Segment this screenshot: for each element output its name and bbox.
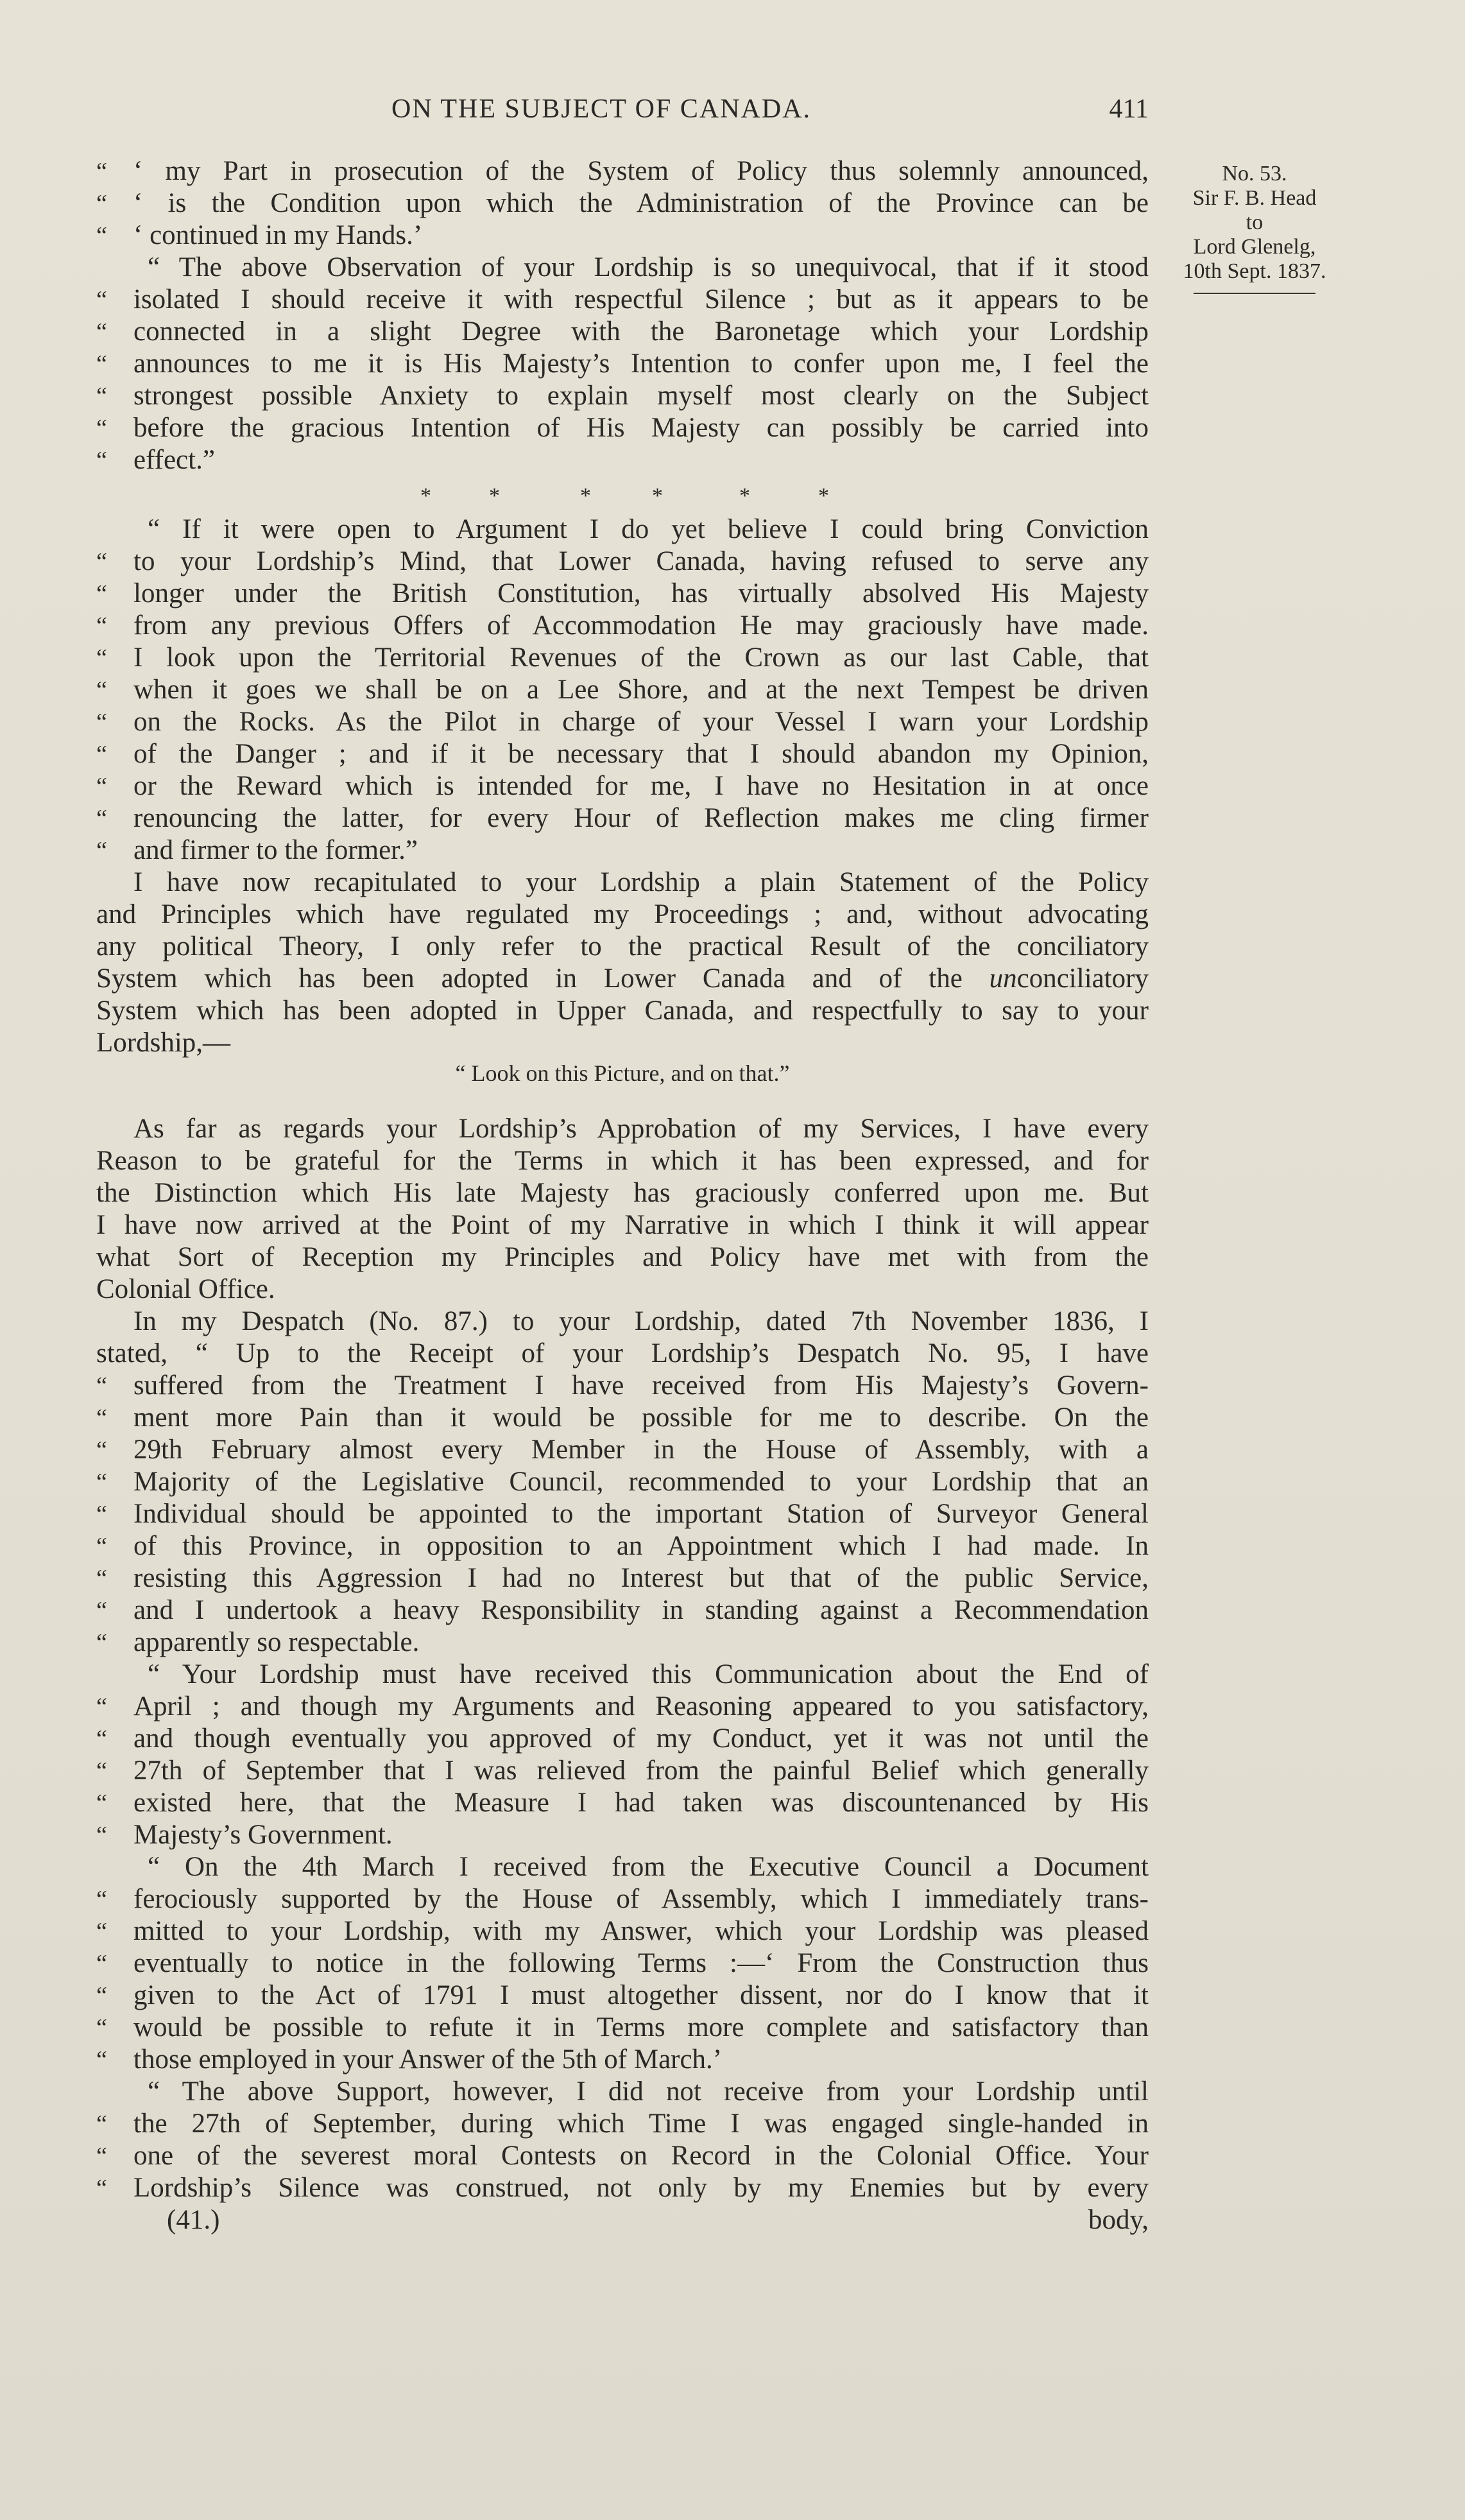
paragraph-quoted-policy — [96, 155, 1149, 252]
margin-note-rule — [1194, 293, 1315, 294]
margin-note-recipient: Lord Glenelg, — [1193, 235, 1316, 259]
running-title: ON THE SUBJECT OF CANADA. — [391, 94, 812, 124]
star-glyph: * — [489, 484, 500, 508]
text-line: “ renouncing the latter, for every Hour of Reflection makes me cling firmer — [96, 803, 1149, 833]
text-line: System which has been adopted in Upper Canada, and respectfully to say to your — [96, 996, 1149, 1026]
text-line: “ given to the Act of 1791 I must altogether dissent, nor do I know that it — [96, 1980, 1149, 2010]
paragraph-executive-council — [96, 1851, 1149, 2076]
text-line: “ the 27th of September, during which Time I was engaged single-handed in — [96, 2109, 1149, 2139]
text-line: “ Your Lordship must have received this Communication about the End of — [148, 1659, 1149, 1689]
paragraph-support — [96, 2076, 1149, 2204]
page-number: 411 — [1109, 94, 1149, 124]
text-line: “ and though eventually you approved of my Conduct, yet it was not until the — [96, 1723, 1149, 1754]
text-line: “ announces to me it is His Majesty’s Intention to confer upon me, I feel the — [96, 349, 1149, 379]
text-line: System which has been adopted in Lower Canada and of the unconciliatory — [96, 963, 1149, 994]
text-line: “ or the Reward which is intended for me, I have no Hesitation in at once — [96, 771, 1149, 801]
text-line: In my Despatch (No. 87.) to your Lordship, dated 7th November 1836, I — [133, 1306, 1149, 1336]
text-line: I have now recapitulated to your Lordship a plain Statement of the Policy — [133, 867, 1149, 897]
text-line: “ connected in a slight Degree with the Baronetage which your Lordship — [96, 316, 1149, 347]
signature-mark: (41.) — [167, 2205, 220, 2235]
catchword: body, — [1088, 2205, 1149, 2235]
text-line: “ eventually to notice in the following Terms :—‘ From the Construction thus — [96, 1948, 1149, 1978]
paragraph-approbation — [96, 1113, 1149, 1306]
paragraph-communication — [96, 1659, 1149, 1851]
text-line: “ 27th of September that I was relieved from the painful Belief which generally — [96, 1756, 1149, 1786]
text-line: “ The above Observation of your Lordship is so unequivocal, that if it stood — [148, 252, 1149, 282]
text-line: “ On the 4th March I received from the Executive Council a Document — [148, 1852, 1149, 1882]
star-glyph: * — [739, 484, 750, 508]
text-line: “ apparently so respectable. — [96, 1627, 420, 1657]
text-line: “ those employed in your Answer of the 5th of March.’ — [96, 2044, 723, 2075]
text-line: “ suffered from the Treatment I have received from His Majesty’s Govern- — [96, 1370, 1149, 1401]
text-line: “ ‘ is the Condition upon which the Administration of the Province can be — [96, 188, 1149, 218]
text-line: “ when it goes we shall be on a Lee Shore, and at the next Tempest be driven — [96, 675, 1149, 705]
paragraph-recapitulation — [96, 867, 1149, 1059]
text-line: “ ‘ continued in my Hands.’ — [96, 220, 423, 250]
text-line: “ 29th February almost every Member in the House of Assembly, with a — [96, 1435, 1149, 1465]
margin-note-date: 10th Sept. 1837. — [1183, 259, 1326, 283]
margin-note — [1168, 162, 1341, 294]
text-line: “ effect.” — [96, 445, 215, 475]
margin-note-sender: Sir F. B. Head — [1192, 186, 1317, 210]
text-line: “ and I undertook a heavy Responsibility in standing against a Recommendation — [96, 1595, 1149, 1625]
text-line: stated, “ Up to the Receipt of your Lordship’s Despatch No. 95, I have — [96, 1338, 1149, 1368]
text-line: “ I look upon the Territorial Revenues of the Crown as our last Cable, that — [96, 643, 1149, 673]
running-header — [96, 94, 1149, 132]
text-line: Lordship,— — [96, 1028, 231, 1058]
text-line: “ The above Support, however, I did not receive from your Lordship until — [148, 2076, 1149, 2107]
body-text — [96, 155, 1149, 2236]
text-line: “ Majesty’s Government. — [96, 1820, 393, 1850]
text-line: any political Theory, I only refer to the practical Result of the conciliatory — [96, 931, 1149, 962]
text-line: “ ferociously supported by the House of Assembly, which I immediately trans- — [96, 1884, 1149, 1914]
star-glyph: * — [580, 484, 591, 508]
asterism — [96, 476, 1149, 513]
star-glyph: * — [420, 484, 431, 508]
text-line: “ longer under the British Constitution, has virtually absolved His Majesty — [96, 578, 1149, 608]
text-line: “ isolated I should receive it with respectful Silence ; but as it appears to be — [96, 284, 1149, 315]
text-line: “ If it were open to Argument I do yet believe I could bring Conviction — [148, 514, 1149, 544]
text-line: “ ‘ my Part in prosecution of the System of Policy thus solemnly announced, — [96, 156, 1149, 186]
text-line: Reason to be grateful for the Terms in which it has been expressed, and for — [96, 1146, 1149, 1176]
text-line: “ mitted to your Lordship, with my Answer, which your Lordship was pleased — [96, 1916, 1149, 1946]
margin-note-to: to — [1246, 211, 1264, 234]
text-line: “ one of the severest moral Contests on Record in the Colonial Office. Your — [96, 2141, 1149, 2171]
text-line: “ of the Danger ; and if it be necessary that I should abandon my Opinion, — [96, 739, 1149, 769]
star-glyph: * — [818, 484, 829, 508]
text-line: “ existed here, that the Measure I had taken was discountenanced by His — [96, 1788, 1149, 1818]
paragraph-lower-canada — [96, 513, 1149, 867]
block-quotation: “ Look on this Picture, and on that.” — [455, 1060, 790, 1086]
page-footer — [96, 2204, 1149, 2236]
text-line: what Sort of Reception my Principles and Policy have met with from the — [96, 1242, 1149, 1272]
text-line: “ on the Rocks. As the Pilot in charge of your Vessel I warn your Lordship — [96, 707, 1149, 737]
text-line: “ Individual should be appointed to the important Station of Surveyor General — [96, 1499, 1149, 1529]
star-glyph: * — [652, 484, 663, 508]
text-line: “ Majority of the Legislative Council, recommended to your Lordship that an — [96, 1467, 1149, 1497]
text-line: “ and firmer to the former.” — [96, 835, 418, 865]
text-line: “ would be possible to refute it in Terms more complete and satisfactory than — [96, 2012, 1149, 2042]
text-line: “ of this Province, in opposition to an Appointment which I had made. In — [96, 1531, 1149, 1561]
text-line: “ Lordship’s Silence was construed, not only by my Enemies but by every — [96, 2173, 1149, 2203]
text-line: “ before the gracious Intention of His Majesty can possibly be carried into — [96, 413, 1149, 443]
paragraph-baronetage — [96, 252, 1149, 476]
paragraph-despatch-87 — [96, 1306, 1149, 1659]
text-line: “ strongest possible Anxiety to explain myself most clearly on the Subject — [96, 381, 1149, 411]
text-line: “ from any previous Offers of Accommodation He may graciously have made. — [96, 610, 1149, 641]
text-line: “ April ; and though my Arguments and Reasoning appeared to you satisfactory, — [96, 1691, 1149, 1722]
text-line: the Distinction which His late Majesty has graciously conferred upon me. But — [96, 1178, 1149, 1208]
text-line: and Principles which have regulated my Proceedings ; and, without advocating — [96, 899, 1149, 929]
text-line: “ ment more Pain than it would be possible for me to describe. On the — [96, 1402, 1149, 1433]
text-line: “ to your Lordship’s Mind, that Lower Canada, having refused to serve any — [96, 546, 1149, 576]
text-line: As far as regards your Lordship’s Approbation of my Services, I have every — [133, 1114, 1149, 1144]
text-line: I have now arrived at the Point of my Narrative in which I think it will appear — [96, 1210, 1149, 1240]
text-line: “ resisting this Aggression I had no Interest but that of the public Service, — [96, 1563, 1149, 1593]
text-line: Colonial Office. — [96, 1274, 275, 1304]
margin-note-number: No. 53. — [1222, 162, 1287, 186]
